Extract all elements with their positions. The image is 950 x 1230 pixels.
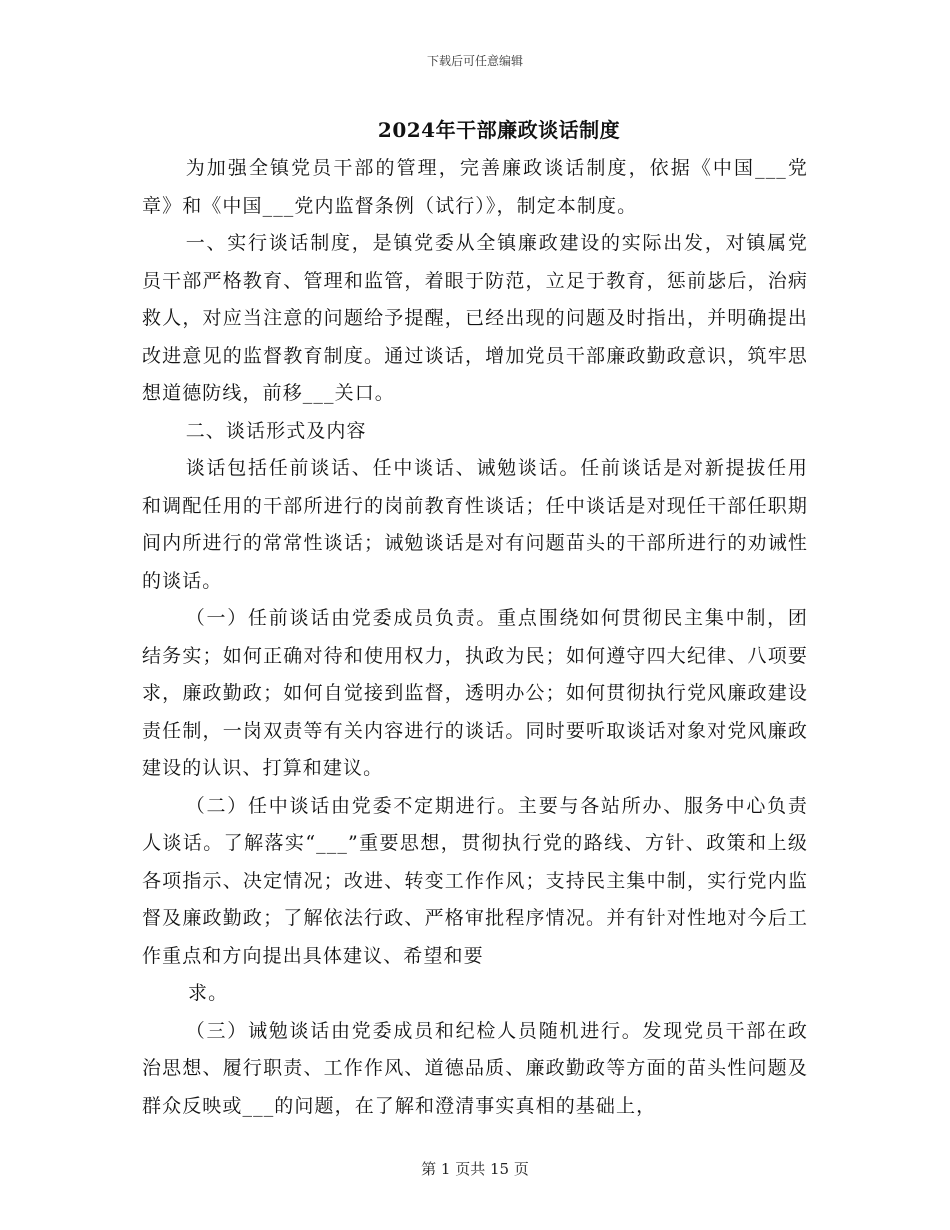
paragraph-continuation: 求。	[188, 982, 229, 1004]
page-number: 第 1 页共 15 页	[421, 1160, 529, 1178]
paragraph-pre-appointment-talk: （一）任前谈话由党委成员负责。重点围绕如何贯彻民主集中制，团结务实；如何正确对待和使用权力，执政为民；如何遵守四大纪律、八项要求，廉政勤政；如何自觉接到监督，透明办公；如何贯彻执行党风廉政建设责任制，一岗双责等有关内容进行的谈话。同时要听取谈话对象对党风廉政建设的认识、打算和建议。	[142, 607, 808, 779]
paragraph-in-office-talk: （二）任中谈话由党委不定期进行。主要与各站所办、服务中心负责人谈话。了解落实“___”重要思想，贯彻执行党的路线、方针、政策和上级各项指示、决定情况；改进、转变工作作风；支持民主集中制，实行党内监督及廉政勤政；了解依法行政、严格审批程序情况。并有针对性地对今后工作重点和方向提出具体建议、希望和要	[142, 794, 808, 967]
paragraph-talk-types: 谈话包括任前谈话、任中谈话、诫勉谈话。任前谈话是对新提拔任用和调配任用的干部所进行的岗前教育性谈话；任中谈话是对现任干部任职期间内所进行的常常性谈话；诫勉谈话是对有问题苗头的干部所进行的劝诫性的谈话。	[142, 457, 808, 592]
page-header-note: 下载后可任意编辑	[426, 54, 523, 68]
paragraph-intro: 为加强全镇党员干部的管理，完善廉政谈话制度，依据《中国___党章》和《中国___党内监督条例（试行）》，制定本制度。	[142, 157, 808, 217]
document-title: 2024年干部廉政谈话制度	[377, 118, 621, 142]
paragraph-admonition-talk: （三）诫勉谈话由党委成员和纪检人员随机进行。发现党员干部在政治思想、履行职责、工作作风、道德品质、廉政勤政等方面的苗头性问题及群众反映或___的问题，在了解和澄清事实真相的基础上，	[142, 1019, 808, 1117]
section-heading-2: 二、谈话形式及内容	[185, 419, 367, 442]
paragraph-section-1: 一、实行谈话制度，是镇党委从全镇廉政建设的实际出发，对镇属党员干部严格教育、管理和监管，着眼于防范，立足于教育，惩前毖后，治病救人，对应当注意的问题给予提醒，已经出现的问题及时指出，并明确提出改进意见的监督教育制度。通过谈话，增加党员干部廉政勤政意识，筑牢思想道德防线，前移___关口。	[142, 232, 808, 404]
document-body	[142, 150, 808, 1125]
